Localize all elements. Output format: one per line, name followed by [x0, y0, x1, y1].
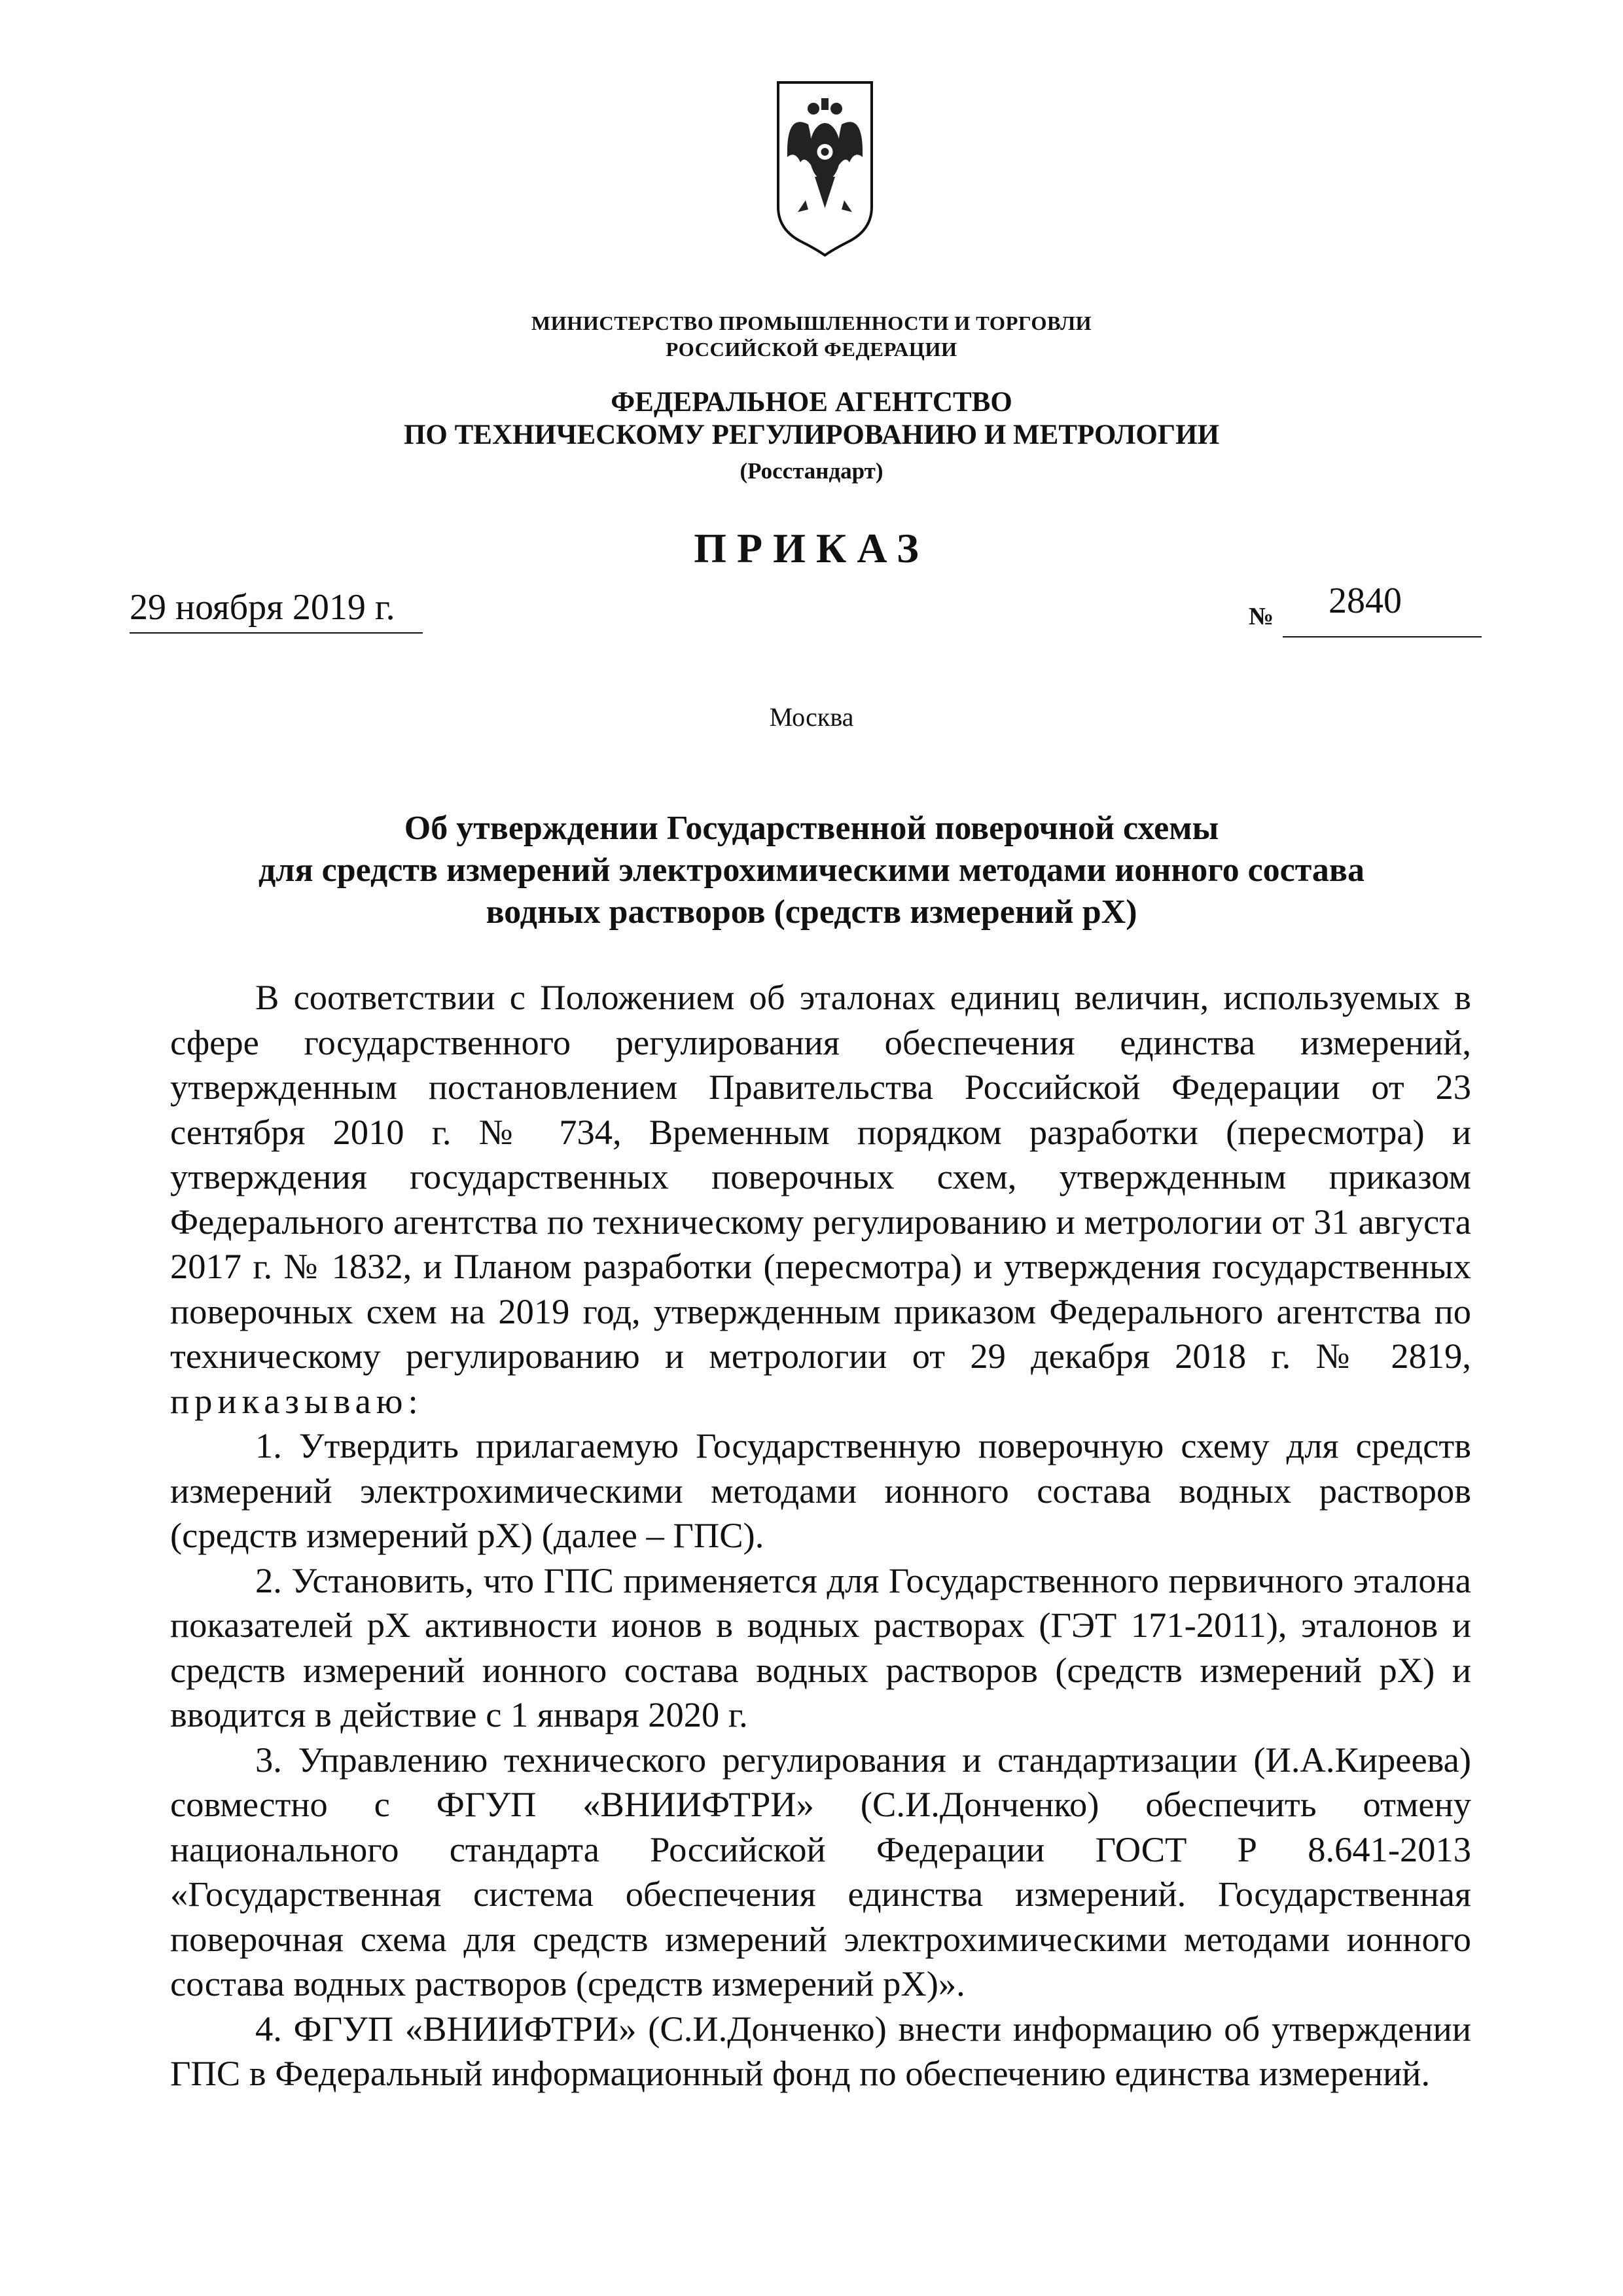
- document-title: [0, 808, 1623, 933]
- document-type-heading: ПРИКАЗ: [694, 525, 929, 571]
- agency-line-2: ПО ТЕХНИЧЕСКОМУ РЕГУЛИРОВАНИЮ И МЕТРОЛОГИИ: [403, 420, 1220, 450]
- ministry-line-2: РОССИЙСКОЙ ФЕДЕРАЦИИ: [666, 338, 957, 361]
- agency-header: [0, 386, 1623, 452]
- title-line-1: Об утверждении Государственной поверочной схемы: [404, 810, 1219, 847]
- date-underline: [130, 632, 423, 634]
- preamble-order-word: приказываю:: [170, 1380, 423, 1421]
- preamble-text: В соответствии с Положением об эталонах единиц величин, используемых в сфере государственного регулирования обеспечения единства измерений, утвержденным постановлением Правительства Российской Федерации от 23 сентября 2010 г. № 734, Временным порядком разработки (пересмотра) и утверждения государственных поверочных схем, утвержденным приказом Федерального агентства по техническому регулированию и метрологии от 31 августа 2017 г. № 1832, и Планом разработки (пересмотра) и утверждения государственных поверочных схем на 2019 год, утвержденным приказом Федерального агентства по техническому регулированию и метрологии от 29 декабря 2018 г. № 2819,: [170, 977, 1471, 1376]
- order-date: 29 ноября 2019 г.: [130, 587, 395, 628]
- ministry-line-1: МИНИСТЕРСТВО ПРОМЫШЛЕННОСТИ И ТОРГОВЛИ: [531, 312, 1092, 334]
- order-item-3: 3. Управлению технического регулирования и стандартизации (И.А.Киреева) совместно с ФГУП «ВНИИФТРИ» (С.И.Донченко) обеспечить отмену национального стандарта Российской Федерации ГОСТ Р 8.641-2013 «Государственная система обеспечения единства измерений. Государственная поверочная схема для средств измерений электрохимическими методами ионного состава водных растворов (средств измерений pX)».: [170, 1739, 1471, 2003]
- preamble-paragraph: [170, 975, 1471, 1424]
- city: Москва: [769, 702, 854, 732]
- document-body: [170, 975, 1471, 2096]
- title-line-3: водных растворов (средств измерений pX): [486, 893, 1137, 931]
- agency-short-name: (Росстандарт): [740, 458, 883, 484]
- order-number: 2840: [1329, 581, 1402, 621]
- number-label: №: [1249, 603, 1274, 630]
- order-item-1: 1. Утвердить прилагаемую Государственную поверочную схему для средств измерений электрохимическими методами ионного состава водных растворов (средств измерений pX) (далее – ГПС).: [170, 1426, 1471, 1555]
- order-item-2: 2. Установить, что ГПС применяется для Государственного первичного эталона показателей pX активности ионов в водных растворах (ГЭТ 171-2011), эталонов и средств измерений ионного состава водных растворов (средств измерений pX) и вводится в действие с 1 января 2020 г.: [170, 1560, 1471, 1734]
- agency-line-1: ФЕДЕРАЛЬНОЕ АГЕНТСТВО: [611, 387, 1012, 418]
- number-underline: [1283, 636, 1482, 637]
- order-item-4: 4. ФГУП «ВНИИФТРИ» (С.И.Донченко) внести информацию об утверждении ГПС в Федеральный информационный фонд по обеспечению единства измерений.: [170, 2008, 1471, 2093]
- title-line-2: для средств измерений электрохимическими методами ионного состава: [259, 852, 1364, 889]
- ministry-header: [0, 310, 1623, 363]
- russian-coat-of-arms-icon: [774, 79, 876, 257]
